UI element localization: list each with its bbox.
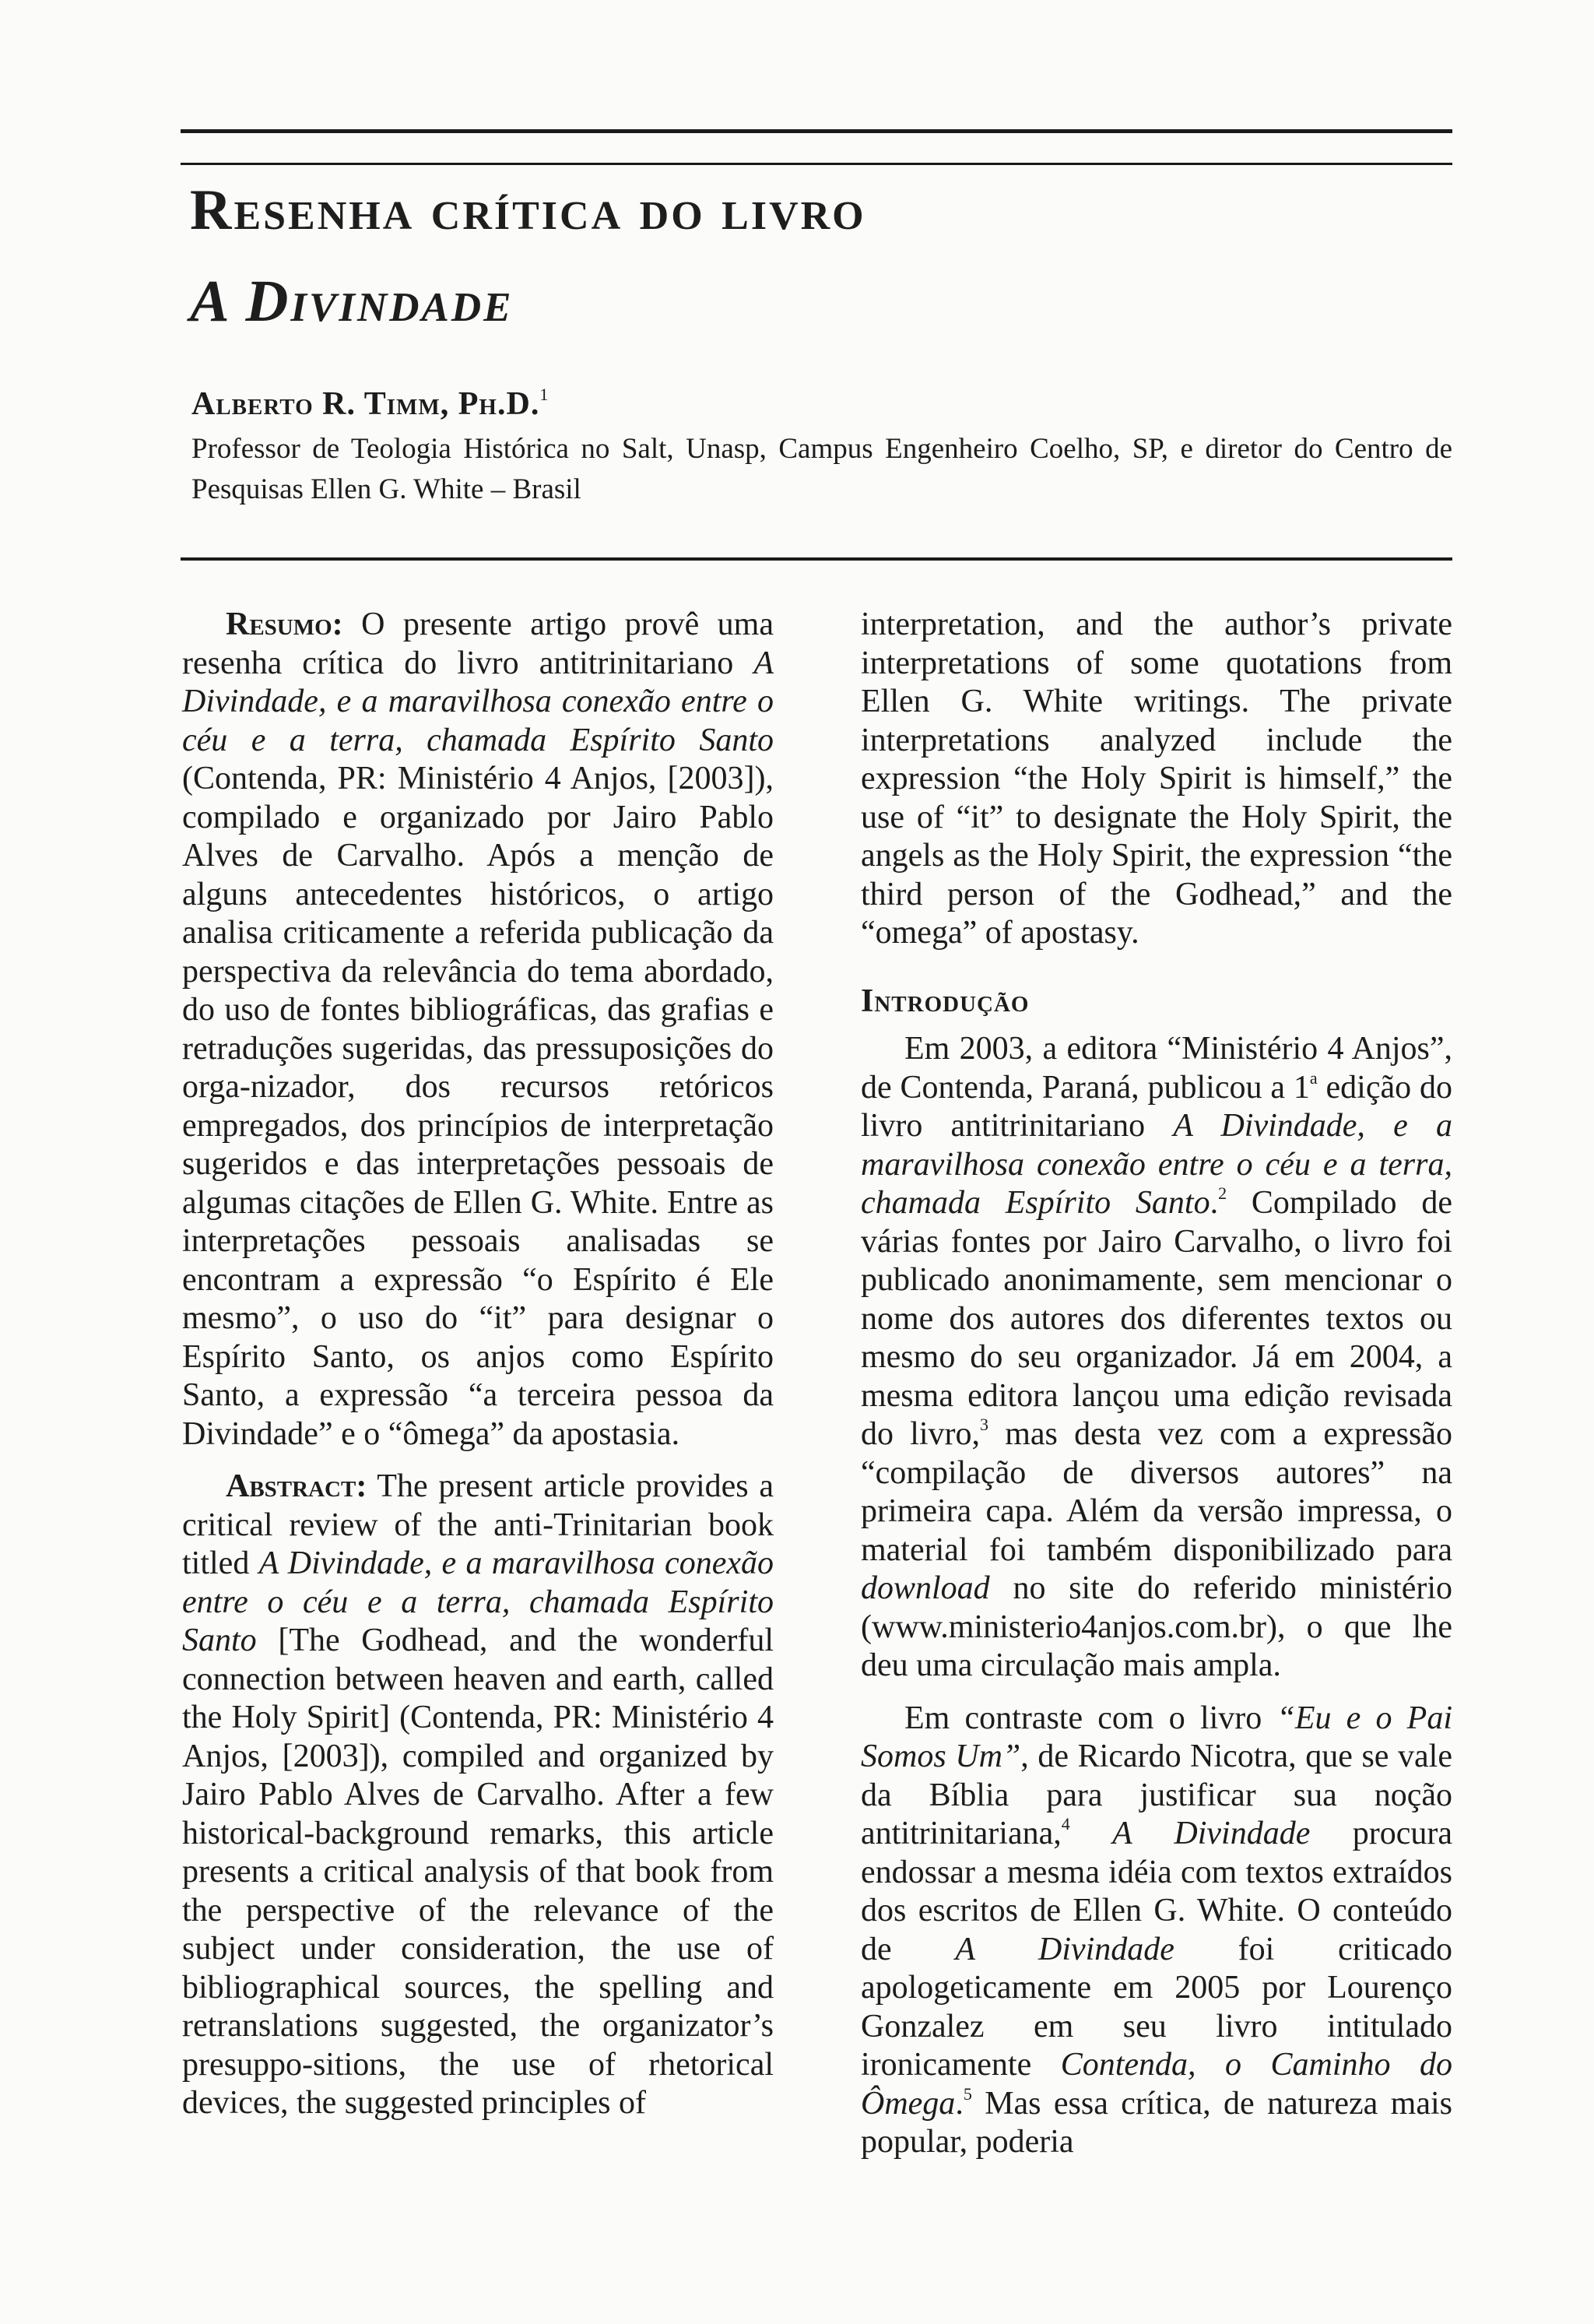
author-name: Alberto R. Timm, Ph.D.$^1$ — [191, 385, 549, 422]
right-column — [861, 606, 1452, 2162]
footnote-marker: 5 — [963, 2083, 972, 2104]
footnote-marker: 3 — [980, 1415, 989, 1434]
introducao-paragraph-2: Em contraste com o livro “Eu e o Pai Somos Um”, de Ricardo Nicotra, que se vale da Bíblia para justificar sua noção antitrinitariana,$^4$ A Divindade procura endossar a mesma idéia com textos extraídos dos escritos de Ellen G. White. O conteúdo de A Divindade foi criticado apologeticamente em 2005 por Lourenço Gonzalez em seu livro intitulado ironicamente Contenda, o Caminho do Ômega.$^5$ Mas essa crítica, de natureza mais popular, poderia — [861, 1700, 1452, 2160]
introducao-paragraph-1: Em 2003, a editora “Ministério 4 Anjos”, de Contenda, Paraná, publicou a 1$^a$ edição do livro antitrinitariano A Divindade, e a maravilhosa conexão entre o céu e a terra, chamada Espírito Santo.$^2$ Compilado de várias fontes por Jairo Carvalho, o livro foi publicado anonimamente, sem mencionar o nome dos autores dos diferentes textos ou mesmo do seu organizador. Já em 2004, a mesma editora lançou uma edição revisada do livro,$^3$ mas desta vez com a expressão “compilação de diversos autores” na primeira capa. Além da versão impressa, o material foi também disponibilizado para download no site do referido ministério (www.ministerio4anjos.com.br), o que lhe deu uma circulação mais ampla. — [861, 1031, 1453, 1683]
top-rule-thin — [181, 163, 1452, 165]
resumo-paragraph: Resumo: O presente artigo provê uma resenha crítica do livro antitrinitariano A Divindade, e a maravilhosa conexão entre o céu e a terra, chamada Espírito Santo (Contenda, PR: Ministério 4 Anjos, [2003]), compilado e organizado por Jairo Pablo Alves de Carvalho. Após a menção de alguns antecedentes históricos, o artigo analisa criticamente a referida publicação da perspectiva da relevância do tema abordado, do uso de fontes bibliográficas, das grafias e retraduções sugeridas, das pressuposições do orga-nizador, dos recursos retóricos empregados, dos princípios de interpretação sugeridos e das interpretações pessoais de algumas citações de Ellen G. White. Entre as interpretações pessoais analisadas se encontram a expressão “o Espírito é Ele mesmo”, o uso do “it” para designar o Espírito Santo, os anjos como Espírito Santo, a expressão “a terceira pessoa da Divindade” e o “ômega” da apostasia. — [182, 606, 774, 1452]
resumo-label: Resumo: — [226, 606, 343, 642]
author-block — [191, 385, 1452, 510]
article-title-line-2: A Divindade — [190, 269, 514, 334]
section-heading-introducao: Introdução — [861, 983, 1030, 1019]
article-title-line-1: Resenha crítica do livro — [190, 178, 866, 242]
author-footnote-marker: 1 — [539, 385, 549, 404]
abstract-label: Abstract: — [226, 1468, 367, 1504]
footnote-marker: 4 — [1061, 1814, 1070, 1834]
abstract-continuation-text: interpretation, and the author’s private interpretations of some quotations from Ellen G. White writings. The private interpretations analyzed include the expression “the Holy Spirit is himself,” the use of “it” to designate the Holy Spirit, the angels as the Holy Spirit, the expression “the third person of the Godhead,” and the “omega” of apostasy. — [861, 606, 1452, 951]
author-affiliation: Professor de Teologia Histórica no Salt, Unasp, Campus Engenheiro Coelho, SP, e diretor do Centro de Pesquisas Ellen G. White – Brasil — [191, 433, 1452, 505]
abstract-continuation — [861, 606, 1452, 953]
header-separator-rule — [181, 557, 1452, 561]
footnote-marker: 2 — [1218, 1183, 1227, 1203]
abstract-paragraph: Abstract: The present article provides a critical review of the anti-Trinitarian book titled A Divindade, e a maravilhosa conexão entre o céu e a terra, chamada Espírito Santo [The Godhead, and the wonderful connection between heaven and earth, called the Holy Spirit] (Contenda, PR: Ministério 4 Anjos, [2003]), compiled and organized by Jairo Pablo Alves de Carvalho. After a few historical-background remarks, this article presents a critical analysis of that book from the perspective of the relevance of the subject under consideration, the use of bibliographical sources, the spelling and retranslations suggested, the organizator’s presuppo-sitions, the use of rhetorical devices, the suggested principles of — [182, 1468, 774, 2121]
left-column — [182, 606, 774, 2123]
top-rule-thick — [181, 129, 1452, 133]
